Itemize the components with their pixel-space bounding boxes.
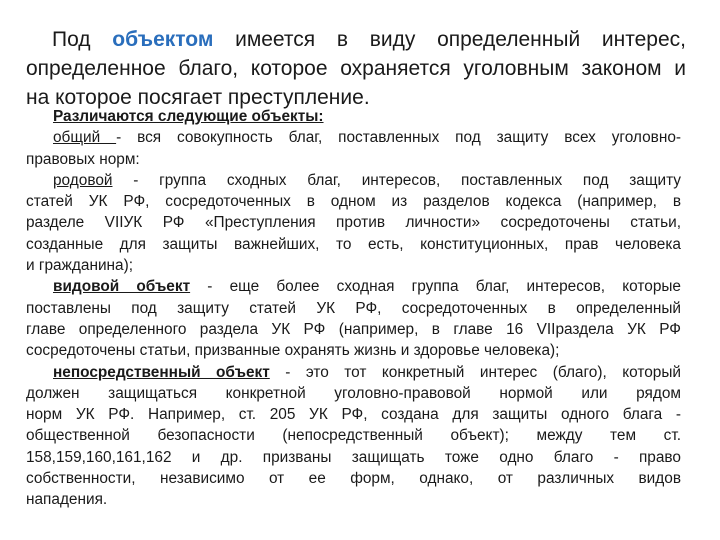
generic-object-line-1: [26, 170, 681, 191]
objects-list: [26, 106, 681, 511]
general-object-term: общий: [53, 129, 117, 147]
direct-object-line-6: собственности, независимо от ее форм, однако, от различных видов: [26, 470, 681, 488]
generic-object-line-3: разделе VIIУК РФ «Преступления против личности» сосредоточены статьи,: [26, 214, 681, 232]
direct-object-line-1: [26, 362, 681, 383]
generic-object-term: родовой: [53, 171, 113, 189]
generic-object-line-2: статей УК РФ, сосредоточенных в одном из разделов кодекса (например, в: [26, 193, 681, 211]
generic-object-line-5: и гражданина);: [26, 257, 133, 275]
specific-object-term: видовой объект: [53, 278, 191, 296]
generic-object-text: - группа сходных благ, интересов, поставленных под защиту: [112, 171, 681, 189]
specific-object-line-4: сосредоточены статьи, призванные охранять жизнь и здоровье человека);: [26, 342, 560, 360]
objects-heading: [26, 106, 681, 127]
general-object-line-1: [26, 127, 681, 148]
direct-object-line-2: должен защищаться конкретной уголовно-правовой нормой или рядом: [26, 384, 681, 402]
general-object-text: - вся совокупность благ, поставленных под защиту всех уголовно-: [116, 129, 681, 147]
heading-text: Различаются следующие объекты:: [53, 108, 324, 125]
direct-object-line-7: нападения.: [26, 491, 108, 509]
direct-object-term: непосредственный объект: [53, 363, 270, 381]
direct-object-text: - это тот конкретный интерес (благо), который: [269, 363, 681, 381]
intro-line-2: определенное благо, которое охраняется уголовным законом и: [26, 57, 686, 80]
generic-object-line-4: созданные для защиты важнейших, то есть, конституционных, прав человека: [26, 235, 681, 253]
intro-text: Под: [52, 28, 113, 51]
specific-object-line-1: [26, 276, 681, 297]
specific-object-line-2: поставлены под защиту статей УК РФ, сосредоточенных в определенный: [26, 299, 681, 317]
intro-text: имеется в виду определенный интерес,: [213, 28, 686, 51]
intro-paragraph: [26, 25, 686, 112]
direct-object-line-4: общественной безопасности (непосредственный объект); между тем ст.: [26, 427, 681, 445]
object-keyword: объектом: [112, 28, 214, 51]
direct-object-line-5: 158,159,160,161,162 и др. призваны защищать тоже одно благо - право: [26, 448, 681, 466]
general-object-line-2: правовых норм:: [26, 150, 140, 168]
intro-line-1: [26, 25, 686, 54]
specific-object-line-3: главе определенного раздела УК РФ (например, в главе 16 VIIраздела УК РФ: [26, 320, 681, 338]
intro-line-3: на которое посягает преступление.: [26, 86, 370, 109]
direct-object-line-3: норм УК РФ. Например, ст. 205 УК РФ, создана для защиты одного блага -: [26, 406, 681, 424]
specific-object-text: - еще более сходная группа благ, интересов, которые: [190, 278, 681, 296]
